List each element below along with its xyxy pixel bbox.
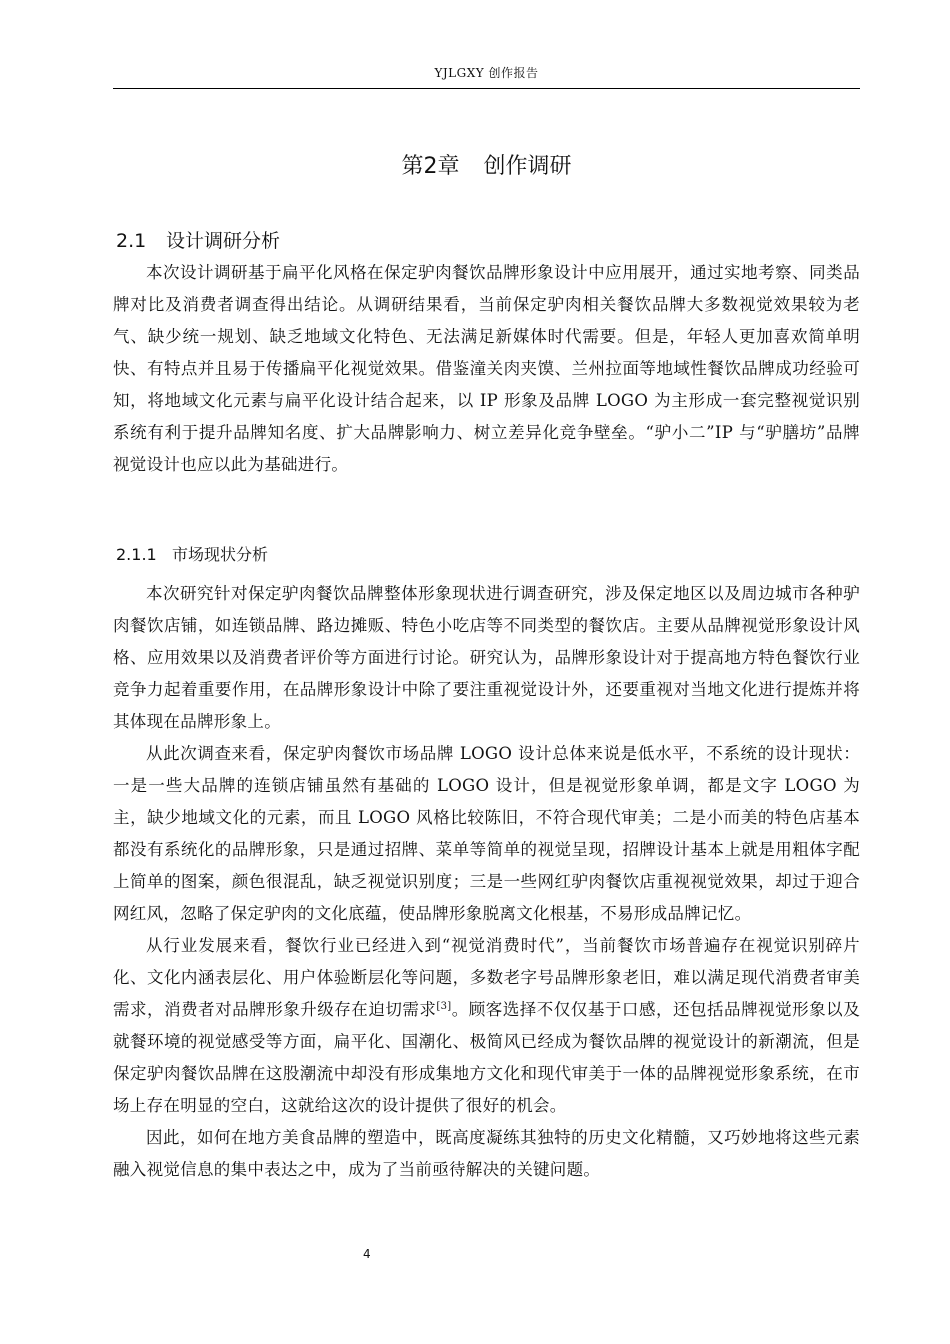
chapter-title-text: 创作调研 — [483, 154, 572, 179]
subsection-heading — [116, 542, 268, 565]
body-paragraph-3 — [113, 930, 860, 1122]
running-header: YJLGXY 创作报告 — [434, 66, 539, 80]
body-paragraph-1: 本次研究针对保定驴肉餐饮品牌整体形象现状进行调查研究，涉及保定地区以及周边城市各种驴肉餐饮店铺，如连锁品牌、路边摊贩、特色小吃店等不同类型的餐饮店。主要从品牌视觉形象设计风格、应用效果以及消费者评价等方面进行讨论。研究认为，品牌形象设计对于提高地方特色餐饮行业竞争力起着重要作用，在品牌形象设计中除了要注重视觉设计外，还要重视对当地文化进行提炼并将其体现在品牌形象上。 — [113, 584, 860, 731]
chapter-title — [113, 149, 860, 180]
body-paragraph-2: 从此次调查来看，保定驴肉餐饮市场品牌 LOGO 设计总体来说是低水平，不系统的设计现状：一是一些大品牌的连锁店铺虽然有基础的 LOGO 设计，但是视觉形象单调，都是文字 LOGO 为主，缺少地域文化的元素，而且 LOGO 风格比较陈旧，不符合现代审美；二是小而美的特色店基本都没有系统化的品牌形象，只是通过招牌、菜单等简单的视觉呈现，招牌设计基本上就是用粗体字配上简单的图案，颜色很混乱，缺乏视觉识别度；三是一些网红驴肉餐饮店重视视觉效果，却过于迎合网红风，忽略了保定驴肉的文化底蕴，使品牌形象脱离文化根基，不易形成品牌记忆。 — [113, 744, 860, 923]
subsection-body — [113, 578, 860, 1186]
section-number: 2.1 — [116, 230, 147, 252]
citation-reference[interactable]: [3] — [436, 1001, 452, 1012]
body-paragraph-4: 因此，如何在地方美食品牌的塑造中，既高度凝练其独特的历史文化精髓，又巧妙地将这些元素融入视觉信息的集中表达之中，成为了当前亟待解决的关键问题。 — [113, 1128, 860, 1179]
chapter-number: 第2章 — [401, 154, 460, 179]
body-paragraph-3-part-2: 。顾客选择不仅仅基于口感，还包括品牌视觉形象以及就餐环境的视觉感受等方面，扁平化、国潮化、极简风已经成为餐饮品牌的视觉设计的新潮流，但是保定驴肉餐饮品牌在这股潮流中却没有形成集地方文化和现代审美于一体的品牌视觉形象系统，在市场上存在明显的空白，这就给这次的设计提供了很好的机会。 — [113, 1000, 860, 1115]
subsection-title: 市场现状分析 — [172, 545, 269, 564]
section-body — [113, 257, 860, 481]
section-title: 设计调研分析 — [166, 230, 281, 252]
section-paragraph: 本次设计调研基于扁平化风格在保定驴肉餐饮品牌形象设计中应用展开，通过实地考察、同类品牌对比及消费者调查得出结论。从调研结果看，当前保定驴肉相关餐饮品牌大多数视觉效果较为老气、缺少统一规划、缺乏地域文化特色、无法满足新媒体时代需要。但是，年轻人更加喜欢简单明快、有特点并且易于传播扁平化视觉效果。借鉴潼关肉夹馍、兰州拉面等地域性餐饮品牌成功经验可知，将地域文化元素与扁平化设计结合起来，以 IP 形象及品牌 LOGO 为主形成一套完整视觉识别系统有利于提升品牌知名度、扩大品牌影响力、树立差异化竞争壁垒。“驴小二”IP 与“驴膳坊”品牌视觉设计也应以此为基础进行。 — [113, 263, 860, 474]
header-rule — [113, 88, 860, 89]
section-heading — [116, 226, 280, 253]
page-number: 4 — [363, 1247, 371, 1261]
body-paragraph-3-part-1: 从行业发展来看，餐饮行业已经进入到“视觉消费时代”，当前餐饮市场普遍存在视觉识别碎片化、文化内涵表层化、用户体验断层化等问题，多数老字号品牌形象老旧，难以满足现代消费者审美需求，消费者对品牌形象升级存在迫切需求 — [113, 936, 860, 1019]
subsection-number: 2.1.1 — [116, 545, 157, 564]
